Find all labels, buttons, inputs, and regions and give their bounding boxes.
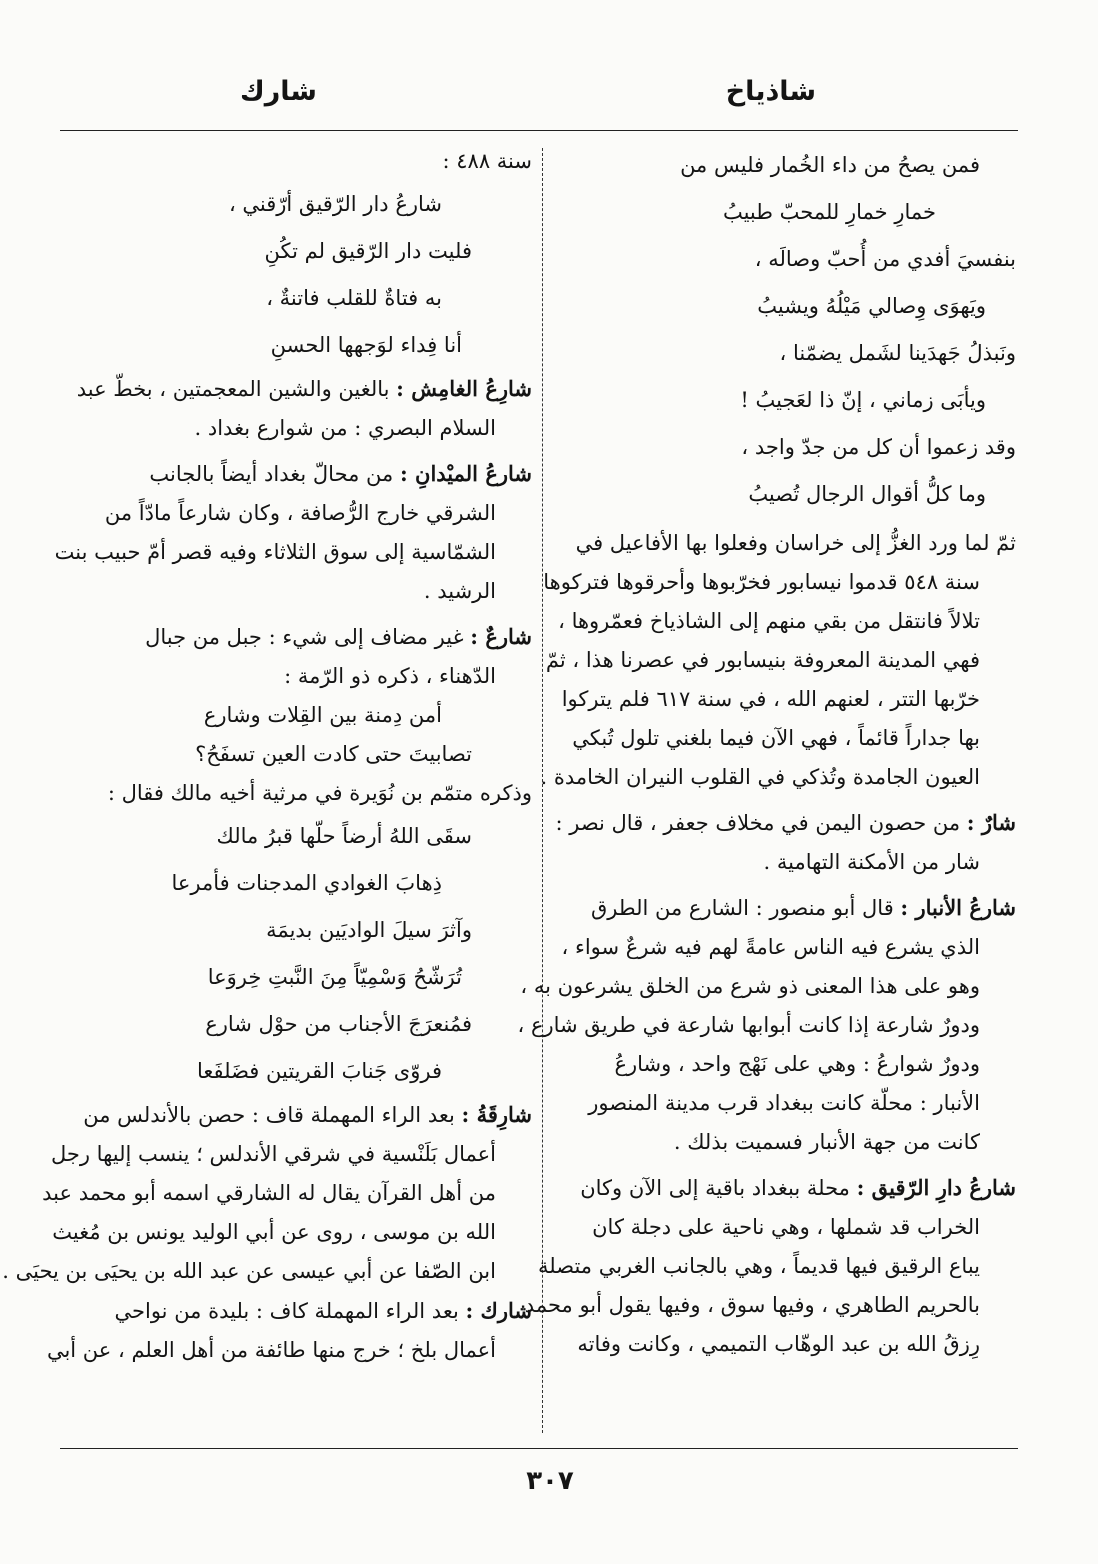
text-line: ابن الصّفا عن أبي عيسى عن عبد الله بن يحيَى بن يحيَى .	[2, 1259, 496, 1283]
entry-raqiq	[524, 1168, 1016, 1364]
text-line: الخراب قد شملها ، وهي ناحية على دجلة كان	[592, 1215, 980, 1239]
text-line: فهي المدينة المعروفة بنيسابور في عصرنا هذا ، ثمّ	[545, 648, 980, 672]
verse-line: سقَى اللهُ أرضاً حلّها قبرُ مالك	[216, 824, 472, 848]
running-header-right: شاذياخ	[725, 76, 816, 107]
verse-line: فمُنعرَجَ الأجناب من حوْل شارع	[205, 1012, 472, 1036]
text-line: غير مضاف إلى شيء : جبل من جبال	[145, 625, 471, 649]
text-line: الشمّاسية إلى سوق الثلاثاء وفيه قصر أمّ حبيب بنت	[54, 540, 496, 564]
verse-line: وما كلُّ أقوال الرجال تُصيبُ	[748, 482, 986, 506]
left-column	[2, 142, 532, 1437]
verse-line: ويَهوَى وِصالي مَيْلُهُ ويشيبُ	[757, 294, 986, 318]
entry-heading: شارعُ دارِ الرّقيق :	[856, 1175, 1016, 1200]
verse-block	[62, 181, 532, 369]
text-line: بالحريم الطاهري ، وفيها سوق ، وفيها يقول أبو محمد	[524, 1293, 980, 1317]
entry-sharak	[46, 1291, 532, 1370]
text-line: بالغين والشين المعجمتين ، بخطّ عبد	[76, 377, 397, 401]
verse-line: فليت دار الرّقيق لم تكُنِ	[264, 239, 472, 263]
text-line: بعد الراء المهملة كاف : بليدة من نواحي	[114, 1299, 466, 1323]
text-line: بها جداراً قائماً ، فهي الآن فيما بلغني تلول تُبكي	[572, 726, 980, 750]
text-line: الدّهناء ، ذكره ذو الرّمة :	[284, 664, 496, 688]
text-line: سنة ٥٤٨ قدموا نيسابور فخرّبوها وأحرقوها فتركوها	[543, 570, 980, 594]
text-line: الشرقي خارج الرُّصافة ، وكان شارعاً مادّاً من	[104, 501, 496, 525]
text-line: كانت من جهة الأنبار فسميت بذلك .	[673, 1130, 980, 1154]
page-number: ٣٠٧	[526, 1466, 574, 1496]
text-line: تلالاً فانتقل من بقي منهم إلى الشاذياخ فعمّروها ،	[558, 609, 980, 633]
entry-heading: شارِقَةُ :	[461, 1102, 532, 1127]
entry-heading: شارِعُ الغامِش :	[396, 376, 532, 401]
verse-line: وآثرَ سيلَ الواديَين بديمَة	[266, 918, 472, 942]
right-column	[517, 142, 1016, 1437]
text-line: من حصون اليمن في مخلاف جعفر ، قال نصر :	[555, 811, 967, 835]
entry-heading: شارعٌ :	[470, 624, 532, 649]
text-line: الله بن موسى ، روى عن أبي الوليد يونس بن مُغيث	[52, 1220, 496, 1244]
text-line: من محالّ بغداد أيضاً بالجانب	[149, 462, 400, 486]
text-line: الذي يشرع فيه الناس عامةً لهم فيه شرعٌ سواء ،	[561, 935, 980, 959]
text-line: بعد الراء المهملة قاف : حصن بالأندلس من	[83, 1103, 462, 1127]
text-line: يباع الرقيق فيها قديماً ، وهي بالجانب الغربي متصلة	[538, 1254, 980, 1278]
verse-line: أمن دِمنة بين القِلات وشارع	[203, 703, 442, 727]
verse-block	[62, 696, 532, 774]
entry-ghamish	[62, 369, 532, 448]
verse-line: ونَبذلُ جَهدَينا لشَمل يضمّنا ،	[779, 341, 1016, 365]
text-line: أعمال بلخ ؛ خرج منها طائفة من أهل العلم ، عن أبي	[46, 1338, 496, 1362]
verse-line: ذِهابَ الغوادي المدجنات فأمرعا	[171, 871, 442, 895]
text-line: قال أبو منصور : الشارع من الطرق	[591, 896, 901, 920]
verse-line: تصابيتَ حتى كادت العين تسفَحُ؟	[195, 742, 472, 766]
text-line: ودورٌ شارعة إذا كانت أبوابها شارعة في طريق شارع ،	[517, 1013, 980, 1037]
text-line: ودورٌ شوارعُ : وهي على نَهْج واحد ، وشارعُ	[614, 1052, 980, 1076]
text-line: أعمال بَلَنْسية في شرقي الأندلس ؛ ينسب إليها رجل	[50, 1142, 496, 1166]
entry-maydan	[54, 454, 532, 611]
verse-line: تُرَشّحُ وَسْمِيّاً مِنَ النَّبتِ خِروَعا	[207, 965, 462, 989]
text-line: الرشيد .	[423, 579, 496, 603]
verse-line: فروّى جَنابَ القريتين فضَلفَعا	[196, 1059, 442, 1083]
text-line: من أهل القرآن يقال له الشارقي اسمه أبو محمد عبد	[42, 1181, 496, 1205]
verse-line: ويأبَى زماني ، إنّ ذا لعَجيبُ !	[740, 388, 986, 412]
text-line: الأنبار : محلّة كانت ببغداد قرب مدينة المنصور	[588, 1091, 980, 1115]
verse-block	[556, 142, 1016, 518]
verse-line: خمارِ خمارِ للمحبّ طبيبُ	[722, 200, 936, 224]
entry-heading: شارعُ الأنبار :	[900, 895, 1016, 920]
entry-heading: شارعُ الميْدانِ :	[399, 461, 532, 486]
verse-line: شارعُ دار الرّقيق أرّقني ،	[228, 192, 442, 216]
verse-line: وقد زعموا أن كل من جدّ واجد ،	[741, 435, 1016, 459]
verse-line: أنا فِداء لوَجهها الحسنِ	[270, 333, 462, 357]
text-line: وهو على هذا المعنى ذو شرع من الخلق يشرعون به ،	[520, 974, 980, 998]
verse-line: بنفسيَ أفدي من أُحبّ وصالَه ،	[754, 247, 1016, 271]
running-header-left: شارك	[240, 76, 317, 107]
footer-rule	[60, 1448, 1018, 1449]
verse-line: به فتاةٌ للقلب فاتنةٌ ،	[266, 286, 442, 310]
text-line: محلة ببغداد باقية إلى الآن وكان	[580, 1176, 857, 1200]
entry-shar	[556, 803, 1016, 882]
text-line: ثمّ لما ورد الغزُّ إلى خراسان وفعلوا بها الأفاعيل في	[575, 531, 1016, 555]
verse-block	[62, 813, 532, 1095]
text-line: العيون الجامدة وتُذكي في القلوب النيران الخامدة .	[540, 765, 980, 789]
entry-heading: شارٌ :	[966, 810, 1016, 835]
text-line: خرّبها التتر ، لعنهم الله ، في سنة ٦١٧ فلم يتركوا	[561, 687, 980, 711]
entry-sharqa	[2, 1095, 532, 1291]
entry-heading: شارك :	[465, 1298, 532, 1323]
paragraph	[540, 524, 1016, 797]
text-line: شار من الأمكنة التهامية .	[763, 850, 980, 874]
entry-shari	[62, 617, 532, 696]
text-line: السلام البصري : من شوارع بغداد .	[194, 416, 496, 440]
entry-anbar	[517, 888, 1016, 1162]
text-line: رِزقُ الله بن عبد الوهّاب التميمي ، وكانت وفاته	[577, 1332, 980, 1356]
text-line: وذكره متمّم بن نُوَيرة في مرثية أخيه مالك فقال :	[107, 781, 532, 805]
verse-line: فمن يصحُ من داء الخُمار فليس من	[680, 153, 980, 177]
header-rule	[60, 130, 1018, 131]
year-line: سنة ٤٨٨ :	[442, 149, 532, 173]
